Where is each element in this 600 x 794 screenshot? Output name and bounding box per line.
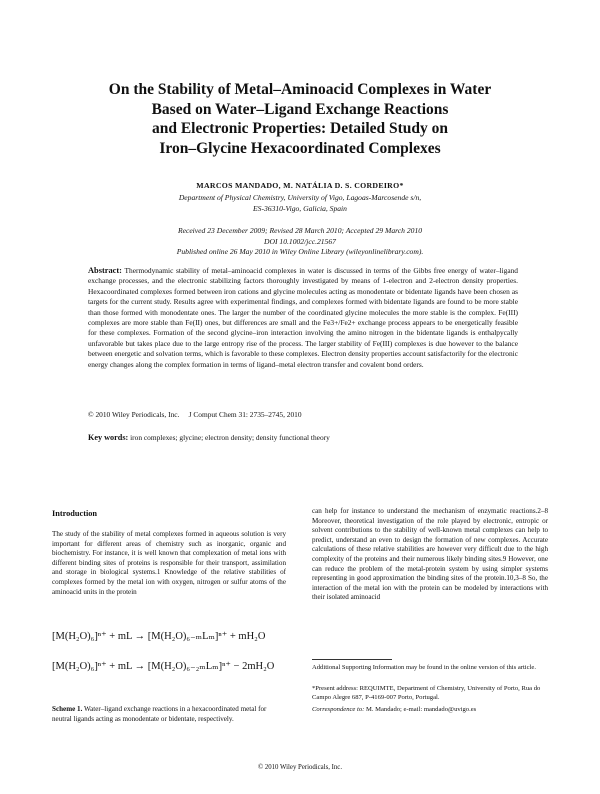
- abstract-label: Abstract:: [88, 266, 122, 275]
- title-line-2: Based on Water–Ligand Exchange Reactions: [151, 100, 449, 118]
- title-line-1: On the Stability of Metal–Aminoacid Complexes in Water: [108, 81, 492, 98]
- scheme-label: Scheme 1.: [52, 705, 83, 713]
- equation-monodentate: [M(H₂O)₆]ⁿ⁺ + mL → [M(H₂O)₆₋ₘLₘ]ⁿ⁺ + mH₂O: [52, 631, 266, 642]
- dates-received: Received 23 December 2009; Revised 28 March 2010; Accepted 29 March 2010: [177, 226, 423, 235]
- section-heading-introduction: Introduction: [52, 509, 98, 518]
- scheme-caption: [52, 705, 286, 724]
- paper-title: [60, 80, 540, 158]
- published-online: Published online 26 May 2010 in Wiley Online Library (wileyonlinelibrary.com).: [176, 247, 424, 256]
- affiliation-line-2: ES-36310-Vigo, Galicia, Spain: [253, 203, 347, 213]
- intro-right-column: can help for instance to understand the mechanism of enzymatic reactions.2–8 Moreover, theoretical investigation of the role played by electronic, entropic or solvent contributions to the stability of well-known metal complexes can help to predict, understand an even to design the formation of new complexes. Accurate calculations of these relative stabilities are however very difficult due to the high complexity of the proteins and their numerous likely binding sites.9 However, one can reduce the problem of the metal-protein system by using simpler systems representing in good approximation the binding sites of the protein.10,3–8 So, the interaction of the metal ion with the protein can be modeled by interactions with their isolated aminoacid: [312, 507, 548, 602]
- keywords: [88, 433, 330, 442]
- intro-left-column: The study of the stability of metal complexes formed in aqueous solution is very important for different areas of chemistry such as inorganic, organic and biochemistry. For instance, it is well known that complexation of metal ions with different binding sites of proteins is responsible for their transport, assimilation and storage in biological systems.1 Knowledge of the relative stabilities of complexes formed by the metal ion with oxygen, nitrogen or sulfur atoms of the aminoacid units in the protein: [52, 530, 286, 596]
- copyright-citation: © 2010 Wiley Periodicals, Inc. J Comput Chem 31: 2735–2745, 2010: [88, 410, 302, 419]
- publication-dates: [60, 226, 540, 258]
- footnote-divider: [312, 659, 392, 660]
- footnote-correspondence: [312, 706, 548, 715]
- keywords-label: Key words:: [88, 433, 129, 442]
- authors: MARCOS MANDADO, M. NATÁLIA D. S. CORDEIRO*: [196, 181, 404, 190]
- abstract: [88, 266, 518, 370]
- footnote-supporting-info: Additional Supporting Information may be found in the online version of this article.: [312, 664, 536, 671]
- correspondence-label: Correspondence to:: [312, 706, 365, 713]
- doi: DOI 10.1002/jcc.21567: [264, 236, 336, 246]
- footnote-present-address: *Present address: REQUIMTE, Department of Chemistry, University of Porto, Rua do Campo Alegre 687, P-4169-007 Porto, Portugal.: [312, 685, 541, 701]
- title-line-4: Iron–Glycine Hexacoordinated Complexes: [159, 139, 441, 157]
- equation-bidentate: [M(H₂O)₆]ⁿ⁺ + mL → [M(H₂O)₆₋₂ₘLₘ]ⁿ⁺ − 2mH₂O: [52, 661, 275, 672]
- keywords-text: iron complexes; glycine; electron density; density functional theory: [130, 433, 330, 442]
- correspondence-text: M. Mandado; e-mail: mandado@uvigo.es: [365, 706, 477, 713]
- affiliation: [60, 193, 540, 214]
- page-footer: © 2010 Wiley Periodicals, Inc.: [257, 764, 343, 771]
- abstract-text: Thermodynamic stability of metal–aminoacid complexes in water is discussed in terms of the Gibbs free energy of water–ligand exchange processes, and the electronic stabilizing factors thoroughly investigated by means of 1-electron and 2-electron density properties. Hexacoordinated complexes formed between iron cations and glycine molecules acting as monodentate or bidentate ligands have been chosen as targets for the current study. Results agree with experimental findings, and complexes formed with bidentate ligands are found to be more stable than those formed with monodentate ones. The larger the number of the coordinated glycine molecules the more stable is the complex. Fe(III) complexes are more stable than Fe(II) ones, but differences are small and the Fe3+/Fe2+ exchange process appears to be energetically feasible for these complexes. Formation of the second glycine–iron interaction involving the amino nitrogen in the bidentate ligands is enthalpycally unfavorable but takes place due to the large entropy rise of the process. The larger stability of Fe(III) complexes is due however to the balance between energetic and solvation terms, which is favorable to these complexes. Electron density properties account satisfactorily for the electronic energy changes along the complex formation in terms of ligand–metal electron transfer and covalent bond orders.: [88, 266, 519, 369]
- scheme-text: Water–ligand exchange reactions in a hexacoordinated metal for neutral ligands acting as monodentate or bidentate, respectively.: [52, 705, 267, 723]
- title-line-3: and Electronic Properties: Detailed Study on: [151, 120, 449, 137]
- affiliation-line-1: Department of Physical Chemistry, University of Vigo, Lagoas-Marcosende s/n,: [178, 193, 422, 202]
